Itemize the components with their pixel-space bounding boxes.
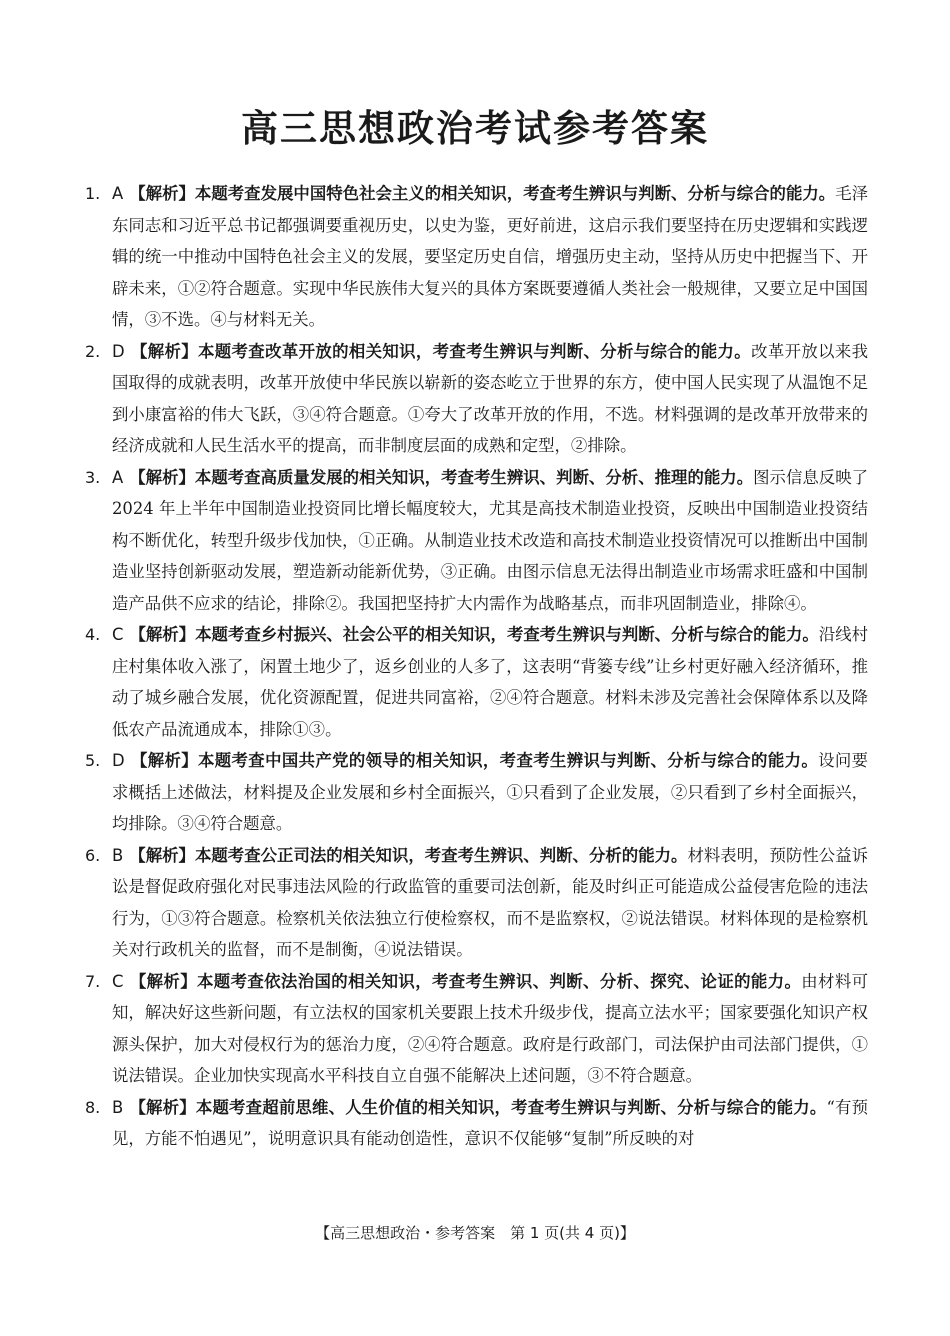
answer-choice: A bbox=[112, 184, 124, 203]
question-number: 3. bbox=[85, 467, 101, 487]
question-number: 7. bbox=[85, 971, 101, 991]
page-title: 高三思想政治考试参考答案 bbox=[241, 107, 709, 150]
analysis-tag: 【解析】 bbox=[129, 1097, 196, 1117]
analysis-lead: 本题考查乡村振兴、社会公平的相关知识，考查考生辨识与判断、分析与综合的能力。 bbox=[195, 625, 819, 644]
analysis-text: 图示信息反映了 2024 年上半年中国制造业投资同比增长幅度较大，尤其是高技术制造业投资，反映出中国制造业投资结构不断优化，转型升级步伐加快，①正确。从制造业技术改造和高技术制造业投资情况可以推断出中国制造业坚持创新驱动发展，塑造新动能新优势，③正确。由图示信息无法得出制造业市场需求旺盛和中国制造产品供不应求的结论，排除②。我国把坚持扩大内需作为战略基点，而非巩固制造业，排除④。 bbox=[112, 467, 869, 613]
analysis-lead: 本题考查高质量发展的相关知识，考查考生辨识、判断、分析、推理的能力。 bbox=[194, 467, 754, 487]
analysis-text: 材料表明，预防性公益诉讼是督促政府强化对民事违法风险的行政监管的重要司法创新，能及时纠正可能造成公益侵害危险的违法行为，①③符合题意。检察机关依法独立行使检察权，而不是监察权，②说法错误。材料体现的是检察机关对行政机关的监督，而不是制衡，④说法错误。 bbox=[112, 845, 869, 959]
answer-item bbox=[85, 462, 869, 620]
answer-choice: C bbox=[112, 971, 124, 991]
question-number: 1. bbox=[85, 184, 101, 203]
question-number: 6. bbox=[85, 845, 101, 865]
analysis-text: 改革开放以来我国取得的成就表明，改革开放使中华民族以崭新的姿态屹立于世界的东方，使中国人民实现了从温饱不足到小康富裕的伟大飞跃，③④符合题意。①夸大了改革开放的作用，不选。材料强调的是改革开放带来的经济成就和人民生活水平的提高，而非制度层面的成熟和定型，②排除。 bbox=[112, 341, 869, 455]
analysis-lead: 本题考查改革开放的相关知识，考查考生辨识与判断、分析与综合的能力。 bbox=[198, 341, 752, 361]
analysis-lead: 本题考查中国共产党的领导的相关知识，考查考生辨识与判断、分析与综合的能力。 bbox=[198, 751, 819, 770]
analysis-tag: 【解析】 bbox=[129, 184, 195, 203]
analysis-tag: 【解析】 bbox=[130, 341, 199, 361]
question-number: 2. bbox=[85, 341, 101, 361]
analysis-tag: 【解析】 bbox=[129, 625, 196, 644]
question-number: 5. bbox=[85, 751, 101, 770]
analysis-lead: 本题考查发展中国特色社会主义的相关知识，考查考生辨识与判断、分析与综合的能力。 bbox=[194, 184, 836, 203]
answer-item bbox=[85, 745, 869, 840]
answer-choice: A bbox=[112, 467, 124, 487]
analysis-text: “有预见，方能不怕遇见”，说明意识具有能动创造性，意识不仅能够“复制”所反映的对 bbox=[112, 1097, 869, 1148]
analysis-text: 由材料可知，解决好这些新问题，有立法权的国家机关要跟上技术升级步伐，提高立法水平；国家要强化知识产权源头保护，加大对侵权行为的惩治力度，②④符合题意。政府是行政部门，司法保护由司法部门提供，①说法错误。企业加快实现高水平科技自立自强不能解决上述问题，③不符合题意。 bbox=[112, 971, 869, 1085]
answer-item bbox=[85, 178, 869, 336]
analysis-lead: 本题考查公正司法的相关知识，考查考生辨识、判断、分析的能力。 bbox=[194, 845, 688, 865]
page-footer: 【高三思想政治・参考答案 第 1 页(共 4 页)】 bbox=[315, 1224, 635, 1242]
answer-choice: D bbox=[112, 341, 125, 361]
answer-item bbox=[85, 1092, 869, 1155]
analysis-text: 毛泽东同志和习近平总书记都强调要重视历史，以史为鉴，更好前进，这启示我们要坚持在历史逻辑和实践逻辑的统一中推动中国特色社会主义的发展，要坚定历史自信，增强历史主动，坚持从历史中把握当下、开辟未来，①②符合题意。实现中华民族伟大复兴的具体方案既要遵循人类社会一般规律，又要立足中国国情，③不选。④与材料无关。 bbox=[112, 184, 869, 329]
analysis-tag: 【解析】 bbox=[130, 751, 199, 770]
analysis-tag: 【解析】 bbox=[129, 467, 195, 487]
answer-choice: B bbox=[112, 1097, 124, 1117]
analysis-text: 沿线村庄村集体收入涨了，闲置土地少了，返乡创业的人多了，这表明“背篓专线”让乡村更好融入经济循环，推动了城乡融合发展，优化资源配置，促进共同富裕，②④符合题意。材料未涉及完善社会保障体系以及降低农产品流通成本，排除①③。 bbox=[112, 625, 869, 739]
analysis-lead: 本题考查依法治国的相关知识，考查考生辨识、判断、分析、探究、论证的能力。 bbox=[197, 971, 802, 991]
answer-choice: B bbox=[112, 845, 124, 865]
analysis-text: 设问要求概括上述做法，材料提及企业发展和乡村全面振兴，①只看到了企业发展，②只看到了乡村全面振兴，均排除。③④符合题意。 bbox=[112, 751, 869, 833]
analysis-tag: 【解析】 bbox=[129, 845, 195, 865]
answer-item bbox=[85, 840, 869, 966]
answer-choice: D bbox=[112, 751, 125, 770]
answer-choice: C bbox=[112, 625, 124, 644]
answer-list bbox=[85, 178, 869, 1155]
question-number: 8. bbox=[85, 1097, 101, 1117]
analysis-lead: 本题考查超前思维、人生价值的相关知识，考查考生辨识与判断、分析与综合的能力。 bbox=[195, 1097, 827, 1117]
analysis-tag: 【解析】 bbox=[129, 971, 197, 991]
question-number: 4. bbox=[85, 625, 101, 644]
answer-item bbox=[85, 966, 869, 1092]
answer-item bbox=[85, 336, 869, 462]
answer-item bbox=[85, 619, 869, 745]
